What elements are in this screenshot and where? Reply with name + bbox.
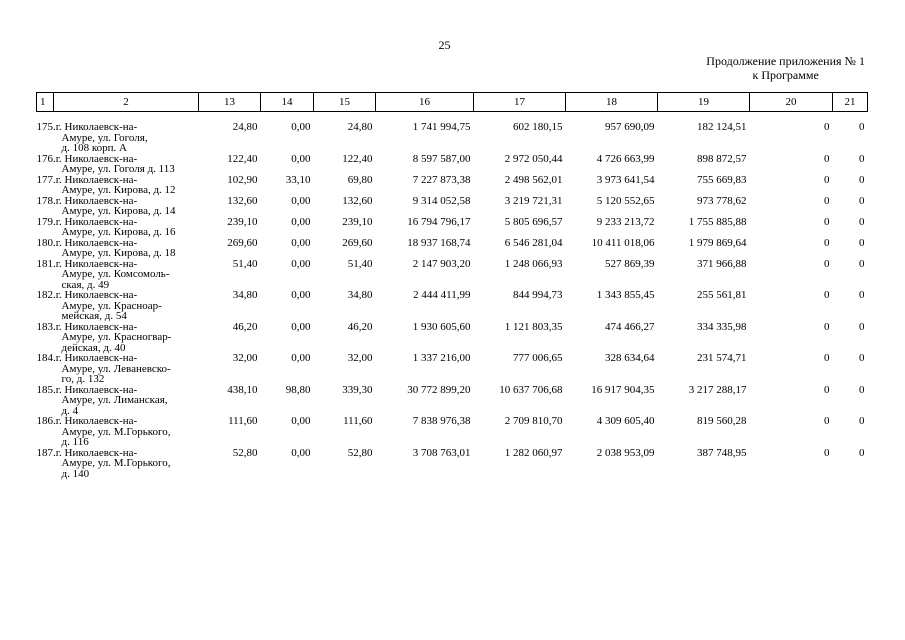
value-cell-c19: 1 755 885,88 — [688, 215, 747, 228]
value-cell-c18: 527 869,39 — [605, 257, 655, 270]
row-number: 180. — [36, 236, 56, 249]
table-row — [37, 112, 868, 154]
address-first-line: г. Николаевск-на- — [55, 383, 138, 396]
table-row — [37, 217, 868, 238]
value-cell-c19: 973 778,62 — [697, 194, 747, 207]
value-cell-c17: 844 994,73 — [513, 289, 563, 301]
address-first-line: г. Николаевск-на- — [55, 415, 138, 427]
value-cell-c14: 0,00 — [291, 257, 311, 270]
row-number: 177. — [36, 173, 56, 186]
table-row — [37, 448, 868, 480]
table-row — [37, 238, 868, 259]
value-cell-c17: 777 006,65 — [513, 352, 563, 364]
address-first-line: г. Николаевск-на- — [55, 320, 138, 333]
value-cell-c20: 0 — [824, 121, 830, 133]
address-cell — [37, 196, 199, 217]
address-first-line: г. Николаевск-на- — [55, 289, 138, 301]
value-cell-c21: 0 — [859, 194, 865, 207]
value-cell-c14: 0,00 — [291, 121, 311, 133]
col-header: 17 — [474, 93, 566, 112]
col-header: 13 — [199, 93, 261, 112]
value-cell-c19: 255 561,81 — [697, 289, 747, 301]
value-cell-c14: 0,00 — [291, 446, 311, 459]
value-cell-c15: 24,80 — [347, 121, 373, 133]
value-cell-c13: 438,10 — [227, 383, 258, 396]
value-cell-c18: 16 917 904,35 — [591, 383, 655, 396]
address-cell — [37, 448, 199, 480]
address-rest: Амуре, ул. Кирова, д. 14 — [61, 205, 176, 217]
row-number: 179. — [36, 215, 56, 228]
value-cell-c20: 0 — [824, 289, 830, 301]
table-row — [37, 322, 868, 354]
value-cell-c15: 52,80 — [347, 446, 373, 459]
value-cell-c20: 0 — [824, 257, 830, 270]
value-cell-c18: 4 726 663,99 — [596, 152, 655, 165]
address-cell — [37, 353, 199, 385]
value-cell-c15: 51,40 — [347, 257, 373, 270]
value-cell-c19: 371 966,88 — [697, 257, 747, 270]
value-cell-c16: 7 838 976,38 — [412, 415, 471, 427]
value-cell-c18: 474 466,27 — [605, 320, 655, 333]
value-cell-c15: 111,60 — [343, 415, 373, 427]
value-cell-c15: 339,30 — [342, 383, 373, 396]
value-cell-c21: 0 — [859, 289, 865, 301]
address-first-line: г. Николаевск-на- — [55, 152, 138, 165]
address-cell — [37, 416, 199, 448]
value-cell-c18: 10 411 018,06 — [591, 236, 655, 249]
address-first-line: г. Николаевск-на- — [55, 215, 138, 228]
table-row — [37, 385, 868, 417]
address-rest: Амуре, ул. М.Горького, д. 116 — [61, 425, 171, 448]
value-cell-c13: 111,60 — [228, 415, 258, 427]
value-cell-c13: 269,60 — [227, 236, 258, 249]
value-cell-c18: 328 634,64 — [605, 352, 655, 364]
value-cell-c19: 819 560,28 — [697, 415, 747, 427]
page-number: 25 — [438, 38, 451, 52]
value-cell-c20: 0 — [824, 236, 830, 249]
address-cell — [37, 112, 199, 154]
value-cell-c19: 387 748,95 — [697, 446, 747, 459]
value-cell-c18: 957 690,09 — [605, 121, 655, 133]
row-number: 187. — [36, 446, 56, 459]
caption-line-2: к Программе — [752, 68, 819, 82]
value-cell-c21: 0 — [859, 352, 865, 364]
row-number: 184. — [36, 352, 56, 364]
value-cell-c16: 18 937 168,74 — [407, 236, 471, 249]
value-cell-c14: 0,00 — [291, 236, 311, 249]
value-cell-c14: 0,00 — [291, 194, 311, 207]
address-rest: Амуре, ул. Леваневско- го, д. 132 — [61, 362, 171, 385]
row-number: 178. — [36, 194, 56, 207]
address-first-line: г. Николаевск-на- — [55, 194, 138, 207]
value-cell-c15: 269,60 — [342, 236, 373, 249]
value-cell-c19: 182 124,51 — [697, 121, 747, 133]
col-header: 1 — [37, 93, 54, 112]
address-rest: Амуре, ул. Гоголя д. 113 — [61, 163, 175, 175]
row-number: 176. — [36, 152, 56, 165]
address-first-line: г. Николаевск-на- — [55, 446, 138, 459]
value-cell-c16: 16 794 796,17 — [407, 215, 471, 228]
value-cell-c20: 0 — [824, 415, 830, 427]
value-cell-c21: 0 — [859, 121, 865, 133]
table-body — [37, 112, 868, 480]
address-first-line: г. Николаевск-на- — [55, 257, 138, 270]
table-row — [37, 154, 868, 175]
value-cell-c14: 0,00 — [291, 289, 311, 301]
value-cell-c16: 1 930 605,60 — [412, 320, 471, 333]
address-cell — [37, 217, 199, 238]
value-cell-c19: 231 574,71 — [697, 352, 747, 364]
address-rest: Амуре, ул. М.Горького, д. 140 — [61, 457, 171, 480]
row-number: 183. — [36, 320, 56, 333]
address-cell — [37, 154, 199, 175]
value-cell-c13: 132,60 — [227, 194, 258, 207]
value-cell-c13: 52,80 — [232, 446, 258, 459]
address-rest: Амуре, ул. Красногвар- дейская, д. 40 — [61, 331, 172, 354]
value-cell-c18: 4 309 605,40 — [596, 415, 655, 427]
value-cell-c13: 51,40 — [232, 257, 258, 270]
value-cell-c13: 46,20 — [232, 320, 258, 333]
value-cell-c20: 0 — [824, 352, 830, 364]
address-first-line: г. Николаевск-на- — [55, 352, 138, 364]
address-rest: Амуре, ул. Красноар- мейская, д. 54 — [61, 299, 162, 322]
value-cell-c20: 0 — [824, 446, 830, 459]
value-cell-c20: 0 — [824, 173, 830, 186]
value-cell-c18: 5 120 552,65 — [596, 194, 655, 207]
value-cell-c15: 122,40 — [342, 152, 373, 165]
value-cell-c20: 0 — [824, 383, 830, 396]
value-cell-c13: 122,40 — [227, 152, 258, 165]
table-row — [37, 196, 868, 217]
table-row — [37, 290, 868, 322]
value-cell-c17: 10 637 706,68 — [499, 383, 563, 396]
value-cell-c20: 0 — [824, 152, 830, 165]
value-cell-c18: 2 038 953,09 — [596, 446, 655, 459]
value-cell-c15: 132,60 — [342, 194, 373, 207]
value-cell-c21: 0 — [859, 236, 865, 249]
row-number: 182. — [36, 289, 56, 301]
value-cell-c15: 34,80 — [347, 289, 373, 301]
address-rest: Амуре, ул. Кирова, д. 12 — [61, 184, 176, 196]
col-header: 14 — [261, 93, 314, 112]
value-cell-c21: 0 — [859, 415, 865, 427]
value-cell-c14: 33,10 — [285, 173, 311, 186]
value-cell-c21: 0 — [859, 320, 865, 333]
header-row — [37, 93, 868, 112]
value-cell-c20: 0 — [824, 194, 830, 207]
value-cell-c17: 1 248 066,93 — [504, 257, 563, 270]
address-first-line: г. Николаевск-на- — [55, 173, 138, 186]
value-cell-c14: 98,80 — [285, 383, 311, 396]
value-cell-c16: 3 708 763,01 — [412, 446, 471, 459]
value-cell-c17: 1 121 803,35 — [504, 320, 563, 333]
value-cell-c17: 1 282 060,97 — [504, 446, 563, 459]
value-cell-c16: 2 147 903,20 — [412, 257, 471, 270]
value-cell-c14: 0,00 — [291, 215, 311, 228]
value-cell-c16: 1 337 216,00 — [412, 352, 471, 364]
value-cell-c13: 34,80 — [232, 289, 258, 301]
value-cell-c13: 24,80 — [232, 121, 258, 133]
value-cell-c18: 3 973 641,54 — [596, 173, 655, 186]
value-cell-c19: 3 217 288,17 — [688, 383, 747, 396]
value-cell-c18: 1 343 855,45 — [596, 289, 655, 301]
address-cell — [37, 322, 199, 354]
table-row — [37, 353, 868, 385]
value-cell-c14: 0,00 — [291, 415, 311, 427]
address-cell — [37, 290, 199, 322]
row-number: 186. — [36, 415, 56, 427]
address-cell — [37, 238, 199, 259]
table-row — [37, 416, 868, 448]
address-cell — [37, 385, 199, 417]
table-row — [37, 259, 868, 291]
row-number: 175. — [36, 121, 56, 133]
value-cell-c21: 0 — [859, 257, 865, 270]
address-first-line: г. Николаевск-на- — [55, 121, 138, 133]
col-header: 15 — [314, 93, 376, 112]
value-cell-c15: 46,20 — [347, 320, 373, 333]
value-cell-c14: 0,00 — [291, 152, 311, 165]
col-header: 2 — [54, 93, 199, 112]
value-cell-c15: 239,10 — [342, 215, 373, 228]
value-cell-c17: 5 805 696,57 — [504, 215, 563, 228]
row-number: 185. — [36, 383, 56, 396]
value-cell-c13: 102,90 — [227, 173, 258, 186]
value-cell-c16: 1 741 994,75 — [412, 121, 471, 133]
value-cell-c19: 898 872,57 — [697, 152, 747, 165]
address-cell — [37, 259, 199, 291]
col-header: 21 — [833, 93, 868, 112]
row-number: 181. — [36, 257, 56, 270]
address-rest: Амуре, ул. Лиманская, д. 4 — [61, 394, 168, 417]
value-cell-c14: 0,00 — [291, 320, 311, 333]
value-cell-c14: 0,00 — [291, 352, 311, 364]
address-first-line: г. Николаевск-на- — [55, 236, 138, 249]
data-table — [36, 92, 868, 479]
value-cell-c21: 0 — [859, 446, 865, 459]
value-cell-c21: 0 — [859, 173, 865, 186]
address-rest: Амуре, ул. Комсомоль- ская, д. 49 — [61, 268, 170, 291]
value-cell-c16: 8 597 587,00 — [412, 152, 471, 165]
value-cell-c13: 32,00 — [232, 352, 258, 364]
value-cell-c13: 239,10 — [227, 215, 258, 228]
caption-line-1: Продолжение приложения № 1 — [706, 54, 865, 68]
value-cell-c17: 2 972 050,44 — [504, 152, 563, 165]
value-cell-c17: 602 180,15 — [513, 121, 563, 133]
value-cell-c16: 9 314 052,58 — [412, 194, 471, 207]
address-rest: Амуре, ул. Гоголя, д. 108 корп. А — [61, 131, 148, 154]
value-cell-c17: 2 498 562,01 — [504, 173, 563, 186]
table-row — [37, 175, 868, 196]
value-cell-c21: 0 — [859, 152, 865, 165]
value-cell-c17: 6 546 281,04 — [504, 236, 563, 249]
value-cell-c16: 2 444 411,99 — [413, 289, 471, 301]
value-cell-c19: 755 669,83 — [697, 173, 747, 186]
value-cell-c19: 334 335,98 — [697, 320, 747, 333]
value-cell-c17: 3 219 721,31 — [504, 194, 563, 207]
value-cell-c21: 0 — [859, 383, 865, 396]
address-rest: Амуре, ул. Кирова, д. 18 — [61, 247, 176, 259]
value-cell-c15: 32,00 — [347, 352, 373, 364]
value-cell-c19: 1 979 869,64 — [688, 236, 747, 249]
address-rest: Амуре, ул. Кирова, д. 16 — [61, 226, 176, 238]
col-header: 18 — [566, 93, 658, 112]
value-cell-c17: 2 709 810,70 — [504, 415, 563, 427]
col-header: 16 — [376, 93, 474, 112]
appendix-caption — [706, 54, 865, 82]
address-cell — [37, 175, 199, 196]
col-header: 20 — [750, 93, 833, 112]
value-cell-c20: 0 — [824, 320, 830, 333]
value-cell-c18: 9 233 213,72 — [596, 215, 655, 228]
value-cell-c20: 0 — [824, 215, 830, 228]
value-cell-c16: 7 227 873,38 — [412, 173, 471, 186]
value-cell-c21: 0 — [859, 215, 865, 228]
value-cell-c16: 30 772 899,20 — [407, 383, 471, 396]
value-cell-c15: 69,80 — [347, 173, 373, 186]
col-header: 19 — [658, 93, 750, 112]
